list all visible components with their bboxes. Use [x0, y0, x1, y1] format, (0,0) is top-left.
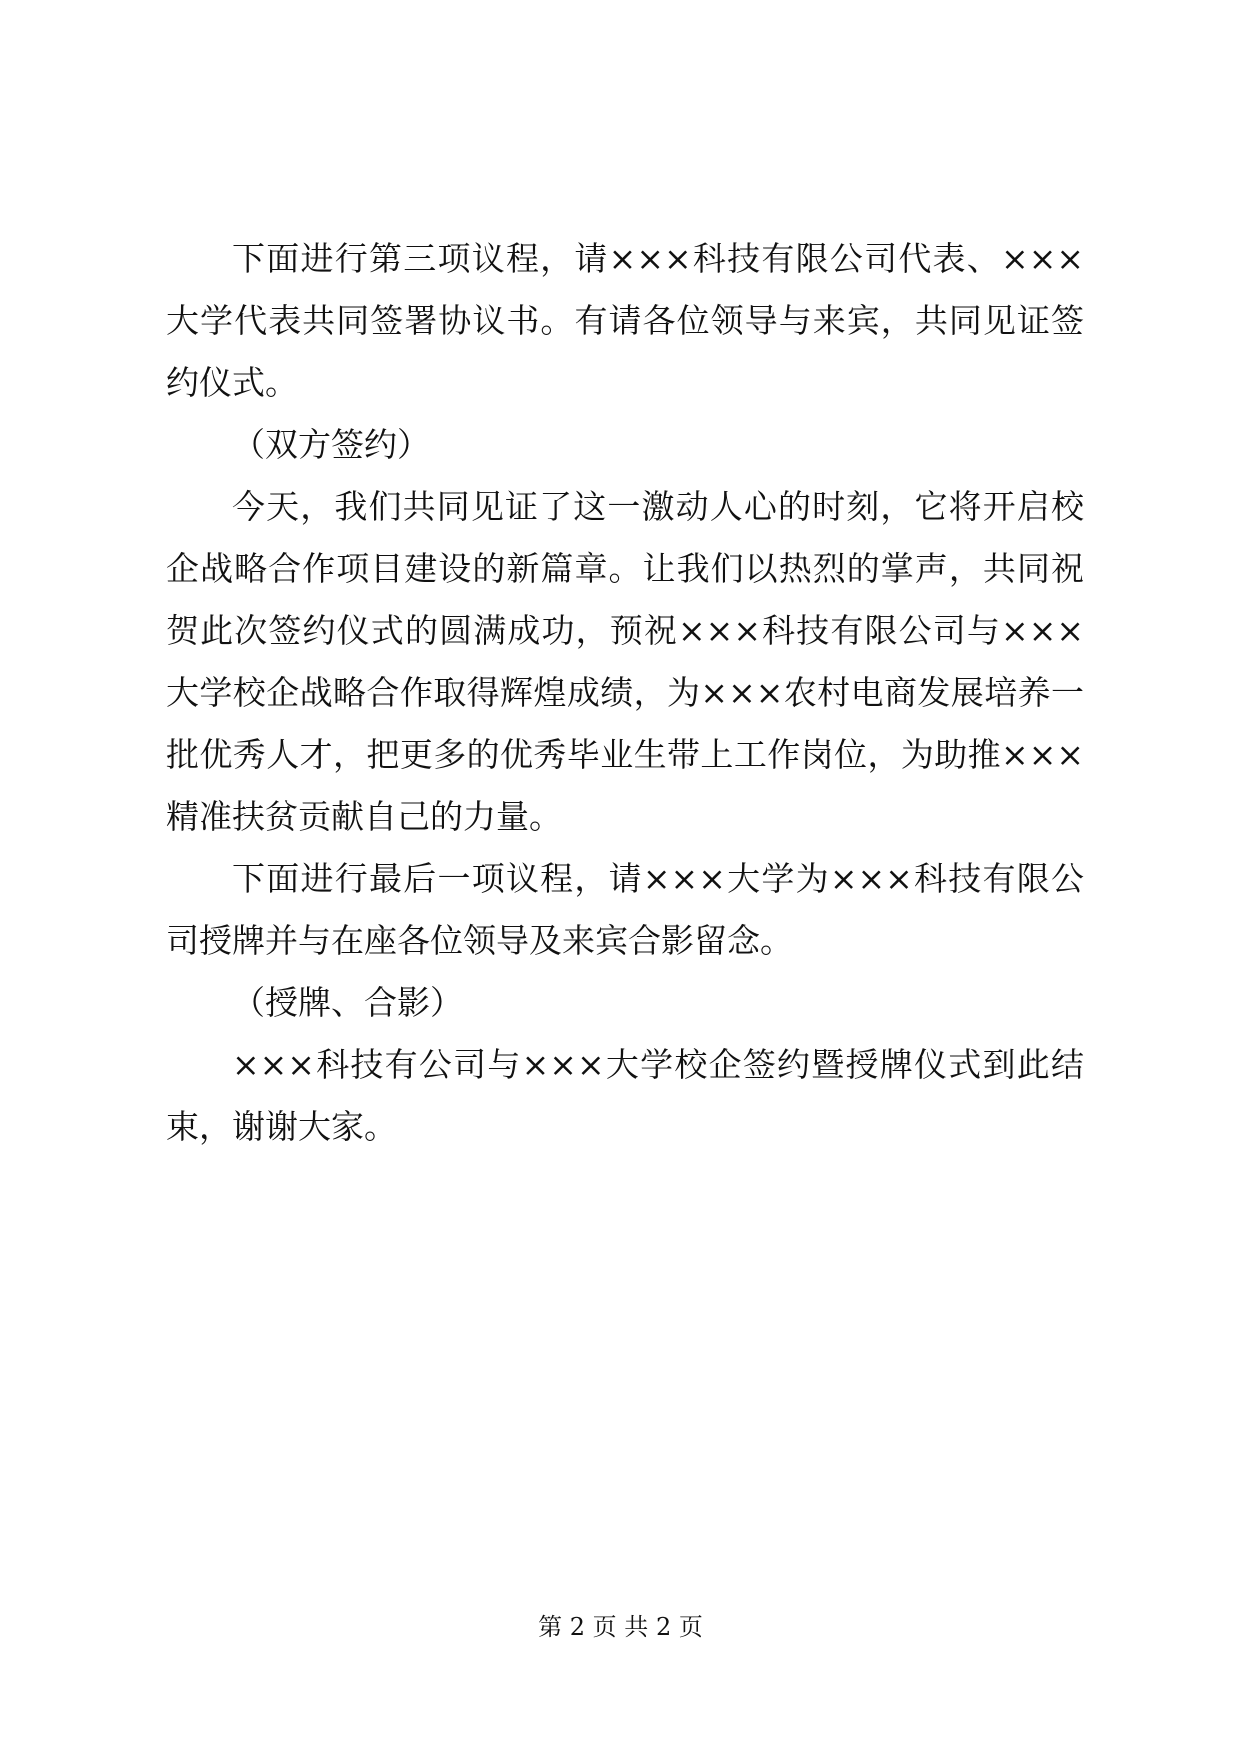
document-body [166, 228, 1084, 1158]
paragraph-congratulations: 今天，我们共同见证了这一激动人心的时刻，它将开启校企战略合作项目建设的新篇章。让我们以热烈的掌声，共同祝贺此次签约仪式的圆满成功，预祝×××科技有限公司与×××大学校企战略合作取得辉煌成绩，为×××农村电商发展培养一批优秀人才，把更多的优秀毕业生带上工作岗位，为助推×××精准扶贫贡献自己的力量。 [166, 487, 1084, 836]
paragraph-agenda-three: 下面进行第三项议程，请×××科技有限公司代表、×××大学代表共同签署协议书。有请各位领导与来宾，共同见证签约仪式。 [166, 239, 1084, 402]
paragraph-final-agenda: 下面进行最后一项议程，请×××大学为×××科技有限公司授牌并与在座各位领导及来宾合影留念。 [166, 859, 1084, 960]
paragraph-plaque-photo-note: （授牌、合影） [232, 983, 463, 1022]
page-number-footer: 第 2 页 共 2 页 [538, 1613, 703, 1641]
paragraph-signing-note: （双方签约） [232, 425, 430, 464]
paragraph-closing: ×××科技有公司与×××大学校企签约暨授牌仪式到此结束，谢谢大家。 [166, 1045, 1084, 1146]
